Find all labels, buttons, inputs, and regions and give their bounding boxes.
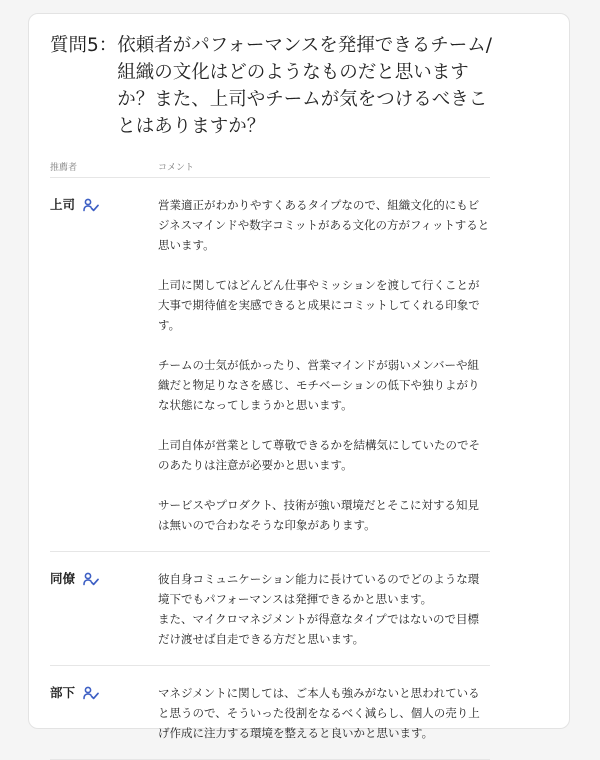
table-row-boss [50, 178, 490, 552]
role-label: 部下 [50, 685, 76, 700]
comment-paragraph: サービスやプロダクト、技術が強い環境だとそこに対する知見は無いので合わなそうな印象があります。 [158, 498, 479, 532]
user-check-icon [83, 572, 99, 586]
role-label: 上司 [50, 197, 76, 212]
comment-cell [158, 569, 490, 649]
comment-paragraph: チームの士気が低かったり、営業マインドが弱いメンバーや組織だと物足りなさを感じ、モチベーションの低下や独りよがりな状態になってしまうかと思います。 [158, 358, 480, 412]
comment-paragraph: 彼自身コミュニケーション能力に長けているのでどのような環境下でもパフォーマンスは発揮できるかと思います。 また、マイクロマネジメントが得意なタイプではないので目標だけ渡せば自走できる方だと思います。 [158, 572, 480, 646]
table-row-subordinate [50, 666, 490, 760]
role-cell [50, 569, 158, 649]
table-row-peer [50, 552, 490, 666]
comment-paragraph: 上司に関してはどんどん仕事やミッションを渡して行くことが大事で期待値を実感できると成果にコミットしてくれる印象です。 [158, 278, 480, 332]
comment-cell [158, 195, 490, 535]
answer-table [50, 178, 490, 760]
role-cell [50, 683, 158, 743]
comment-cell [158, 683, 490, 743]
role-label: 同僚 [50, 571, 76, 586]
question-heading [50, 32, 500, 140]
question-number: 質問5： [50, 35, 118, 56]
header-recommender: 推薦者 [50, 163, 78, 173]
header-comment: コメント [158, 163, 195, 173]
comment-paragraph: マネジメントに関しては、ご本人も強みがないと思われていると思うので、そういった役割をなるべく減らし、個人の売り上げ作成に注力する環境を整えると良いかと思います。 [158, 686, 480, 740]
comment-paragraph: 営業適正がわかりやすくあるタイプなので、組織文化的にもビジネスマインドや数字コミットがある文化の方がフィットすると思います。 [158, 198, 490, 252]
table-header [50, 160, 490, 176]
role-cell [50, 195, 158, 535]
user-check-icon [83, 686, 99, 700]
user-check-icon [83, 198, 99, 212]
comment-paragraph: 上司自体が営業として尊敬できるかを結構気にしていたのでそのあたりは注意が必要かと思います。 [158, 438, 480, 472]
question-text: 依頼者がパフォーマンスを発揮できるチーム/組織の文化はどのようなものだと思いますか？また、上司やチームが気をつけるべきことはありますか？ [117, 35, 493, 137]
